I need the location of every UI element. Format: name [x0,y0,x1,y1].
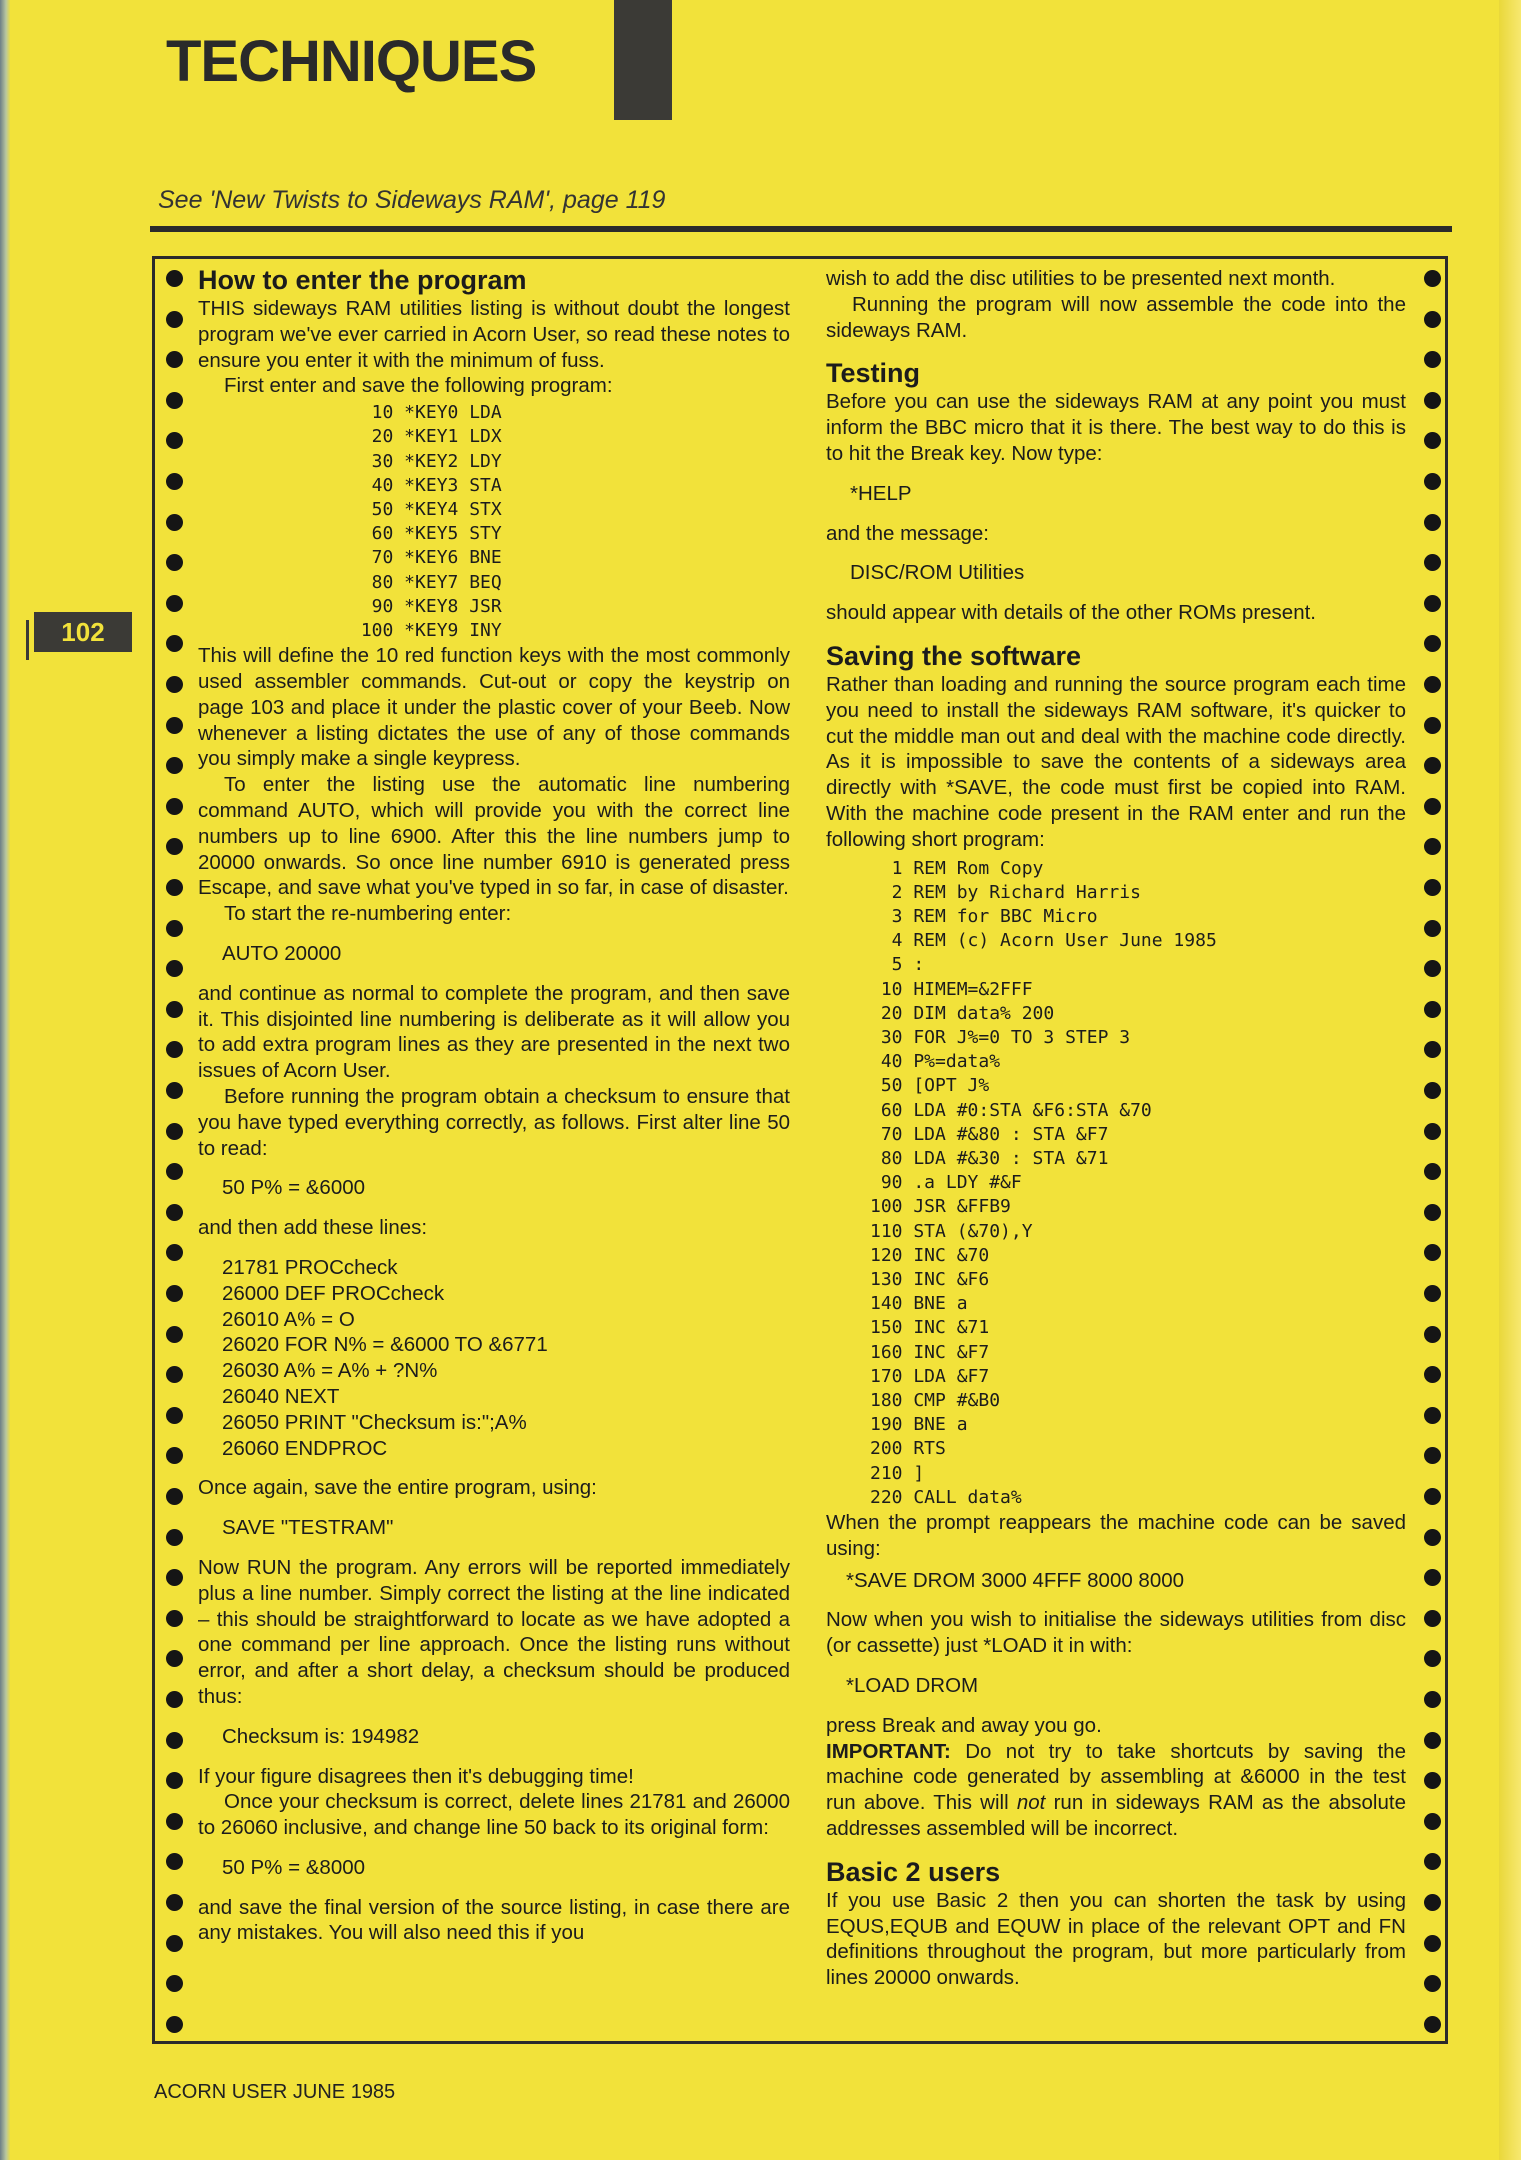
tractor-hole [166,1123,183,1140]
tractor-hole [166,2016,183,2033]
magazine-spine [0,0,10,2160]
tractor-hole [1424,351,1441,368]
paragraph: and the message: [826,521,989,545]
tractor-hole [166,676,183,693]
paragraph: Now when you wish to initialise the sideways utilities from disc (or cassette) just *LOAD it in with: [826,1608,1406,1658]
tractor-hole [166,1447,183,1464]
tractor-hole [1424,311,1441,328]
paragraph: press Break and away you go. [826,1713,1102,1737]
tractor-hole [166,1569,183,1586]
tractor-hole [166,879,183,896]
line-50-final: 50 P% = &8000 [222,1855,366,1879]
paragraph: This will define the 10 red function keys with the most commonly used assembler commands. Cut-out or copy the keystrip on page 103 and place it under the plastic cover of your Beeb. Now whenever a listing dictates the use of any of those commands you simply make a single keypress. [198,644,790,771]
paragraph: To start the re-numbering enter: [224,902,512,926]
tractor-hole [166,717,183,734]
tractor-hole [1424,1447,1441,1464]
tractor-hole [166,1529,183,1546]
heading-basic-2: Basic 2 users [826,1856,1001,1887]
tractor-hole [1424,1366,1441,1383]
paragraph: Now RUN the program. Any errors will be reported immediately plus a line number. Simply correct the listing at the line indicated – this should be straightforward to locate as we have adopted a one command per line approach. Once the listing runs without error, and after a short delay, a checksum should be produced thus: [198,1555,790,1708]
paragraph: First enter and save the following program: [224,374,613,398]
checksum-listing: 21781 PROCcheck 26000 DEF PROCcheck 26010 A% = O 26020 FOR N% = &6000 TO &6771 26030 A% = A% + ?N% 26040 NEXT 26050 PRINT "Checksum is:";A% 26060 ENDPROC [222,1255,548,1460]
tractor-hole [166,392,183,409]
tractor-holes-left [166,262,186,2042]
tractor-hole [166,1163,183,1180]
paragraph: Once again, save the entire program, using: [198,1476,597,1500]
tractor-hole [166,595,183,612]
paragraph: If you use Basic 2 then you can shorten the task by using EQUS,EQUB and EQUW in place of the relevant OPT and FN definitions throughout the program, but more particularly from lines 20000 onwards. [826,1888,1406,1990]
tractor-hole [166,1326,183,1343]
paragraph: To enter the listing use the automatic line numbering command AUTO, which will provide you with the correct line numbers up to line 6900. After this the line numbers jump to 20000 onwards. So once line number 6910 is generated press Escape, and save what you've typed in so far, in case of disaster. [198,773,790,900]
tractor-hole [166,1204,183,1221]
tractor-hole [1424,1894,1441,1911]
tractor-hole [1424,1163,1441,1180]
paragraph: Before you can use the sideways RAM at any point you must inform the BBC micro that it is there. The best way to do this is to hit the Break key. Now type: [826,390,1406,465]
tractor-hole [166,1001,183,1018]
tractor-hole [166,270,183,287]
tractor-hole [166,1813,183,1830]
tractor-hole [1424,798,1441,815]
save-drom-command: *SAVE DROM 3000 4FFF 8000 8000 [846,1568,1185,1592]
paragraph: Running the program will now assemble the code into the sideways RAM. [826,292,1406,342]
tractor-hole [1424,554,1441,571]
tractor-hole [1424,392,1441,409]
section-title: TECHNIQUES [166,29,537,94]
tractor-hole [166,1650,183,1667]
tractor-hole [1424,838,1441,855]
tractor-hole [166,1772,183,1789]
right-column [826,266,1406,1991]
help-command: *HELP [850,481,912,505]
save-command: SAVE "TESTRAM" [222,1516,394,1540]
page-tab-line [26,620,29,660]
tractor-hole [1424,1285,1441,1302]
tractor-hole [166,1691,183,1708]
footer-issue: ACORN USER JUNE 1985 [154,2081,396,2103]
function-key-listing: 10 *KEY0 LDA 20 *KEY1 LDX 30 *KEY2 LDY 40 *KEY3 STA 50 *KEY4 STX 60 *KEY5 STY 70 *KEY6 BNE 80 *KEY7 BEQ 90 *KEY8 JSR 100 *KEY9 INY [360,402,502,642]
tractor-hole [166,1975,183,1992]
tractor-hole [1424,514,1441,531]
paragraph: and then add these lines: [198,1216,428,1240]
tractor-hole [1424,1529,1441,1546]
rom-copy-listing: 1 REM Rom Copy 2 REM by Richard Harris 3 REM for BBC Micro 4 REM (c) Acorn User June 1985 5 : 10 HIMEM=&2FFF 20 DIM data% 200 30 FOR J%=0 TO 3 STEP 3 40 P%=data% 50 [OPT J% 60 LDA #0:STA &F6:STA &70 70 LDA #&80 : STA &F7 80 LDA #&30 : STA &71 90 .a LDY #&F 100 JSR &FFB9 110 STA (&70),Y 120 INC &70 130 INC &F6 140 BNE a 150 INC &71 160 INC &F7 170 LDA &F7 180 CMP #&B0 190 BNE a 200 RTS 210 ] 220 CALL data% [870,857,1217,1508]
load-drom-command: *LOAD DROM [846,1674,979,1698]
line-50-test: 50 P% = &6000 [222,1176,366,1200]
title-block [614,0,672,120]
tractor-hole [1424,270,1441,287]
tractor-hole [166,838,183,855]
tractor-hole [1424,879,1441,896]
heading-saving: Saving the software [826,640,1082,671]
tractor-hole [1424,1935,1441,1952]
tractor-hole [166,920,183,937]
tractor-hole [1424,1569,1441,1586]
tractor-hole [1424,473,1441,490]
paragraph: wish to add the disc utilities to be presented next month. [826,267,1336,290]
tractor-hole [1424,960,1441,977]
tractor-hole [1424,432,1441,449]
tractor-hole [1424,1407,1441,1424]
tractor-hole [1424,1610,1441,1627]
tractor-hole [166,635,183,652]
tractor-hole [166,1894,183,1911]
tractor-hole [1424,595,1441,612]
tractor-hole [166,1853,183,1870]
tractor-hole [166,1610,183,1627]
tractor-hole [166,432,183,449]
tractor-hole [166,960,183,977]
tractor-hole [166,554,183,571]
tractor-hole [166,1366,183,1383]
tractor-hole [166,311,183,328]
tractor-hole [166,1732,183,1749]
tractor-hole [166,1407,183,1424]
tractor-hole [166,1488,183,1505]
tractor-hole [1424,1975,1441,1992]
tractor-hole [1424,1001,1441,1018]
page-edge [1499,0,1521,2160]
tractor-hole [166,351,183,368]
tractor-hole [1424,1326,1441,1343]
tractor-hole [1424,1082,1441,1099]
tractor-hole [166,757,183,774]
tractor-hole [1424,1204,1441,1221]
tractor-hole [1424,920,1441,937]
tractor-hole [1424,1123,1441,1140]
left-column [198,264,790,1946]
header-rule [150,226,1452,232]
paragraph: THIS sideways RAM utilities listing is without doubt the longest program we've ever carried in Acorn User, so read these notes to ensure you enter it with the minimum of fuss. [198,297,790,372]
tractor-hole [1424,676,1441,693]
paragraph: When the prompt reappears the machine code can be saved using: [826,1511,1406,1560]
paragraph: Before running the program obtain a checksum to ensure that you have typed everything correctly, as follows. First alter line 50 to read: [198,1084,790,1160]
tractor-hole [1424,1488,1441,1505]
tractor-hole [1424,1244,1441,1261]
tractor-hole [166,1935,183,1952]
cross-reference: See 'New Twists to Sideways RAM', page 119 [158,186,666,214]
tractor-hole [166,514,183,531]
tractor-hole [166,1244,183,1261]
paragraph: Once your checksum is correct, delete lines 21781 and 26000 to 26060 inclusive, and change line 50 back to its original form: [198,1790,790,1840]
tractor-hole [1424,717,1441,734]
paragraph: and save the final version of the source listing, in case there are any mistakes. You will also need this if you [198,1895,790,1945]
page-number: 102 [34,612,132,652]
tractor-hole [1424,1732,1441,1749]
tractor-hole [166,1041,183,1058]
tractor-hole [1424,1772,1441,1789]
checksum-result: Checksum is: 194982 [222,1724,420,1748]
tractor-hole [1424,1853,1441,1870]
tractor-hole [1424,2016,1441,2033]
tractor-hole [166,798,183,815]
tractor-hole [1424,1650,1441,1667]
tractor-hole [166,1285,183,1302]
tractor-hole [1424,1813,1441,1830]
paragraph: If your figure disagrees then it's debugging time! [198,1764,634,1788]
tractor-hole [1424,1041,1441,1058]
tractor-hole [166,473,183,490]
tractor-holes-right [1424,262,1444,2042]
heading-testing: Testing [826,358,920,389]
tractor-hole [1424,757,1441,774]
tractor-hole [166,1082,183,1099]
paragraph: and continue as normal to complete the program, and then save it. This disjointed line numbering is deliberate as it will allow you to add extra program lines as they are presented in the next two issues of Acorn User. [198,981,790,1083]
paragraph: Rather than loading and running the source program each time you need to install the sideways RAM software, it's quicker to cut the middle man out and deal with the machine code directly. As it is impossible to save the contents of a sideways area directly with *SAVE, the code must first be copied into RAM. With the machine code present in the RAM enter and run the following short program: [826,672,1406,851]
tractor-hole [1424,1691,1441,1708]
tractor-hole [1424,635,1441,652]
rom-message: DISC/ROM Utilities [850,561,1025,585]
paragraph: should appear with details of the other ROMs present. [826,601,1316,625]
heading-how-to-enter: How to enter the program [198,265,527,295]
important-note: IMPORTANT: Do not try to take shortcuts by saving the machine code generated by assembling at &6000 in the test run above. This will not run in sideways RAM as the absolute addresses assembled will be incorrect. [826,1739,1406,1840]
auto-command: AUTO 20000 [222,941,342,965]
